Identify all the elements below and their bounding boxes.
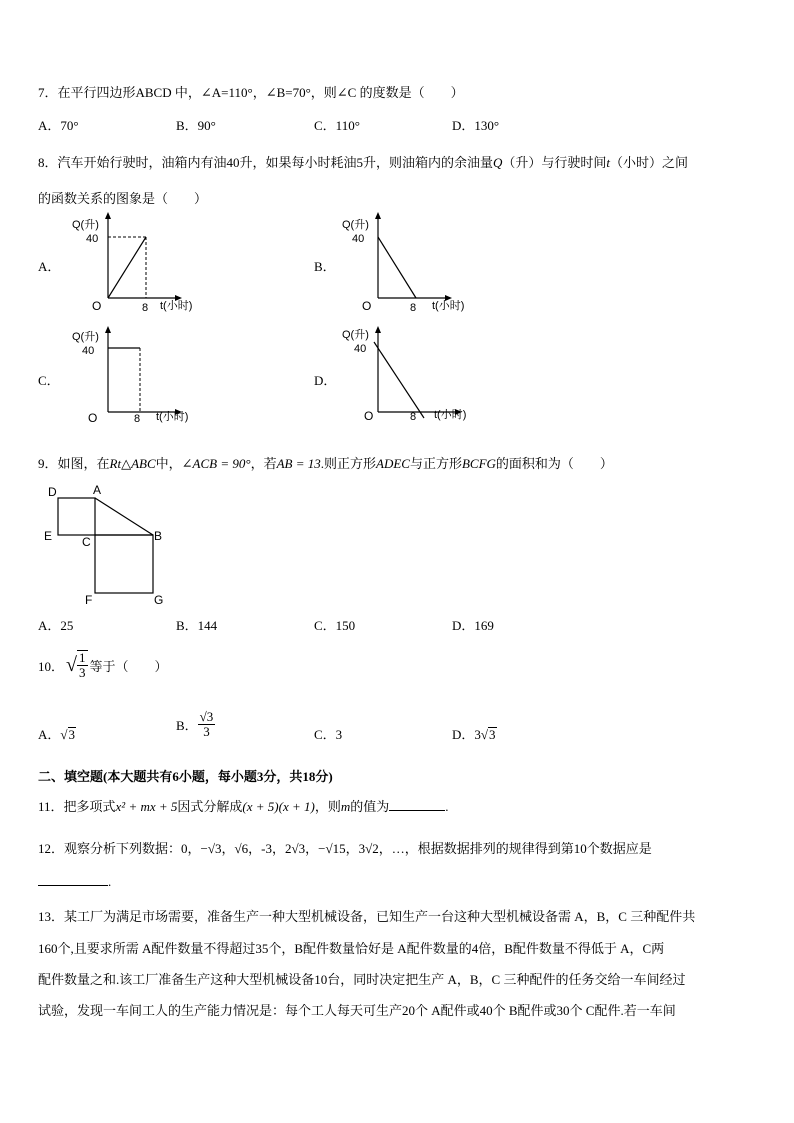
label-a: A [93,483,102,497]
q10-denominator: 3 [79,665,86,681]
q10-option-a-label: A． [38,727,61,742]
q8-stem-part: （小时）之间 [610,155,689,170]
q12-answer-blank[interactable] [38,885,108,886]
q11-stem-part: 因式分解成 [177,799,243,814]
q8-var-t: t [606,155,611,170]
q9-triangle: Rt△ABC [109,456,156,471]
question-8-stem-line2: 的函数关系的图象是（ ） [38,191,208,206]
q9-figure [40,482,180,608]
q11-answer-blank[interactable] [389,810,445,811]
q12-value: -3 [261,841,272,856]
y-axis-label: Q(升) [72,219,99,231]
q12-stem-part: 12．观察分析下列数据：0， [38,841,201,856]
q9-stem-part: 的面积和为（ ） [495,456,613,471]
q10-option-d-label: D．3 [452,727,481,742]
x-axis-label: t(小时) [156,411,189,423]
q10-option-c: C．3 [314,727,343,742]
q7-option-d: D．130° [452,118,500,133]
q10-option-b-fraction [198,710,216,740]
q8-graph-b [330,212,510,322]
q12-value: √6 [234,841,249,856]
y-value-label: 40 [82,345,95,357]
q8-option-b: B． [314,259,336,274]
x-value-label: 8 [410,302,417,314]
question-10-stem [38,650,168,681]
x-value-label: 8 [410,411,417,423]
sqrt-icon: √ [60,727,68,742]
graph-line [374,342,424,418]
q7-option-b: B．90° [176,118,216,133]
x-axis-label: t(小时) [432,300,465,312]
origin-label: O [88,411,98,425]
q9-stem-part: ，若 [250,456,277,471]
q9-option-a: A．25 [38,618,74,633]
y-axis-label: Q(升) [342,329,369,341]
q10-fraction [77,650,88,681]
q8-option-d: D． [314,373,337,388]
q11-stem-part: ，则 [314,799,341,814]
q11-stem-part: 11．把多项式 [38,799,116,814]
q9-ab: AB = 13 [276,456,321,471]
q10-option-a-root: 3 [68,727,76,742]
question-13-line2: 160个,且要求所需 A配件数量不得超过35个，B配件数量恰好是 A配件数量的4倍，B配件数量不得低于 A，C两 [38,941,665,956]
hypotenuse-ab [95,498,153,535]
q9-stem-part: 9．如图，在 [38,456,110,471]
q10-number: 10． [38,658,65,674]
q7-option-a: A．70° [38,118,79,133]
y-value-label: 40 [86,233,99,245]
x-axis-label: t(小时) [434,409,467,421]
square-adec [58,498,95,535]
y-axis-arrow [375,326,381,333]
q11-factors: (x + 5)(x + 1) [242,799,315,814]
q8-stem-part: （升）与行驶时间 [502,155,607,170]
q9-option-d: D．169 [452,618,494,633]
y-axis-label: Q(升) [342,219,369,231]
q12-value: 3√2 [358,841,379,856]
square-bcfg [95,535,153,593]
label-b: B [154,529,163,543]
label-e: E [44,529,53,543]
origin-label: O [364,409,374,423]
q11-var-m: m [340,799,351,814]
q11-polynomial: x² + mx + 5 [115,799,178,814]
q9-stem-part: .则正方形 [320,456,376,471]
q9-stem-part: 与正方形 [409,456,462,471]
question-13-line1: 13．某工厂为满足市场需要，准备生产一种大型机械设备，已知生产一台这种大型机械设备需 A，B，C 三种配件共 [38,909,696,924]
x-value-label: 8 [134,413,141,425]
q9-option-b: B．144 [176,618,218,633]
q10-option-d [452,724,497,743]
q10-option-d-root: 3 [489,727,496,742]
label-d: D [48,485,57,499]
graph-line [378,237,416,298]
q9-option-c: C．150 [314,618,356,633]
label-c: C [82,535,91,549]
q8-graph-d [330,326,510,436]
q8-option-a: A． [38,259,61,274]
q12-answer-line: . [38,874,111,890]
q12-value: −√3 [200,841,222,856]
q8-stem-part: 8．汽车开始行驶时，油箱内有油40升，如果每小时耗油5升，则油箱内的余油量 [38,155,494,170]
question-8-stem-line1 [38,152,688,171]
y-value-label: 40 [354,343,367,355]
y-axis-arrow [375,212,381,219]
q12-value: −√15 [318,841,346,856]
x-axis-label: t(小时) [160,300,193,312]
question-7-stem: 7．在平行四边形ABCD 中，∠A=110°，∠B=70°，则∠C 的度数是（ ） [38,85,464,100]
x-value-label: 8 [142,302,149,314]
q8-var-q: Q [493,155,503,170]
graph-line [108,237,146,298]
y-axis-label: Q(升) [72,331,99,343]
question-11-stem: 11．把多项式x² + mx + 5因式分解成(x + 5)(x + 1)，则m的值为 . [38,799,449,814]
q8-option-c: C． [38,373,60,388]
q9-square-adec: ADEC [376,456,410,471]
q10-option-b-label: B． [176,718,198,734]
question-13-line3: 配件数量之和.该工厂准备生产这种大型机械设备10台，同时决定把生产 A，B，C 三种配件的任务交给一车间经过 [38,972,686,987]
q12-stem-part: ，…，根据数据排列的规律得到第10个数据应是 [378,841,652,856]
q10-stem-part: 等于（ ） [89,658,168,674]
q10-option-b-num: √3 [199,709,214,724]
question-9-stem [38,453,613,472]
origin-label: O [92,299,102,313]
q9-angle: ∠ACB = 90° [181,456,251,471]
y-value-label: 40 [352,233,365,245]
y-axis-arrow [105,212,111,219]
q9-stem-part: 中， [155,456,182,471]
section-2-title: 二、填空题(本大题共有6小题，每小题3分，共18分) [38,769,333,784]
label-f: F [85,593,93,607]
q10-numerator: 1 [79,650,86,665]
y-axis-arrow [105,326,111,333]
q9-square-bcfg: BCFG [461,456,496,471]
q7-option-c: C．110° [314,118,360,133]
label-g: G [154,593,164,607]
sqrt-icon: √ [66,653,77,676]
question-12-stem: 12．观察分析下列数据：0，−√3，√6，-3，2√3，−√15，3√2，…，根据数据排列的规律得到第10个数据应是 [38,841,652,856]
q12-value: 2√3 [285,841,306,856]
q10-option-b-den: 3 [203,724,210,740]
sqrt-icon: √ [480,727,489,742]
q8-graph-a [60,212,240,322]
origin-label: O [362,299,372,313]
question-13-line4: 试验，发现一车间工人的生产能力情况是：每个工人每天可生产20个 A配件或40个 B配件或30个 C配件.若一车间 [38,1003,676,1018]
q11-stem-part: 的值为 [350,799,390,814]
q10-option-a [38,724,76,743]
q8-graph-c [60,326,240,436]
q10-option-b [176,710,215,740]
